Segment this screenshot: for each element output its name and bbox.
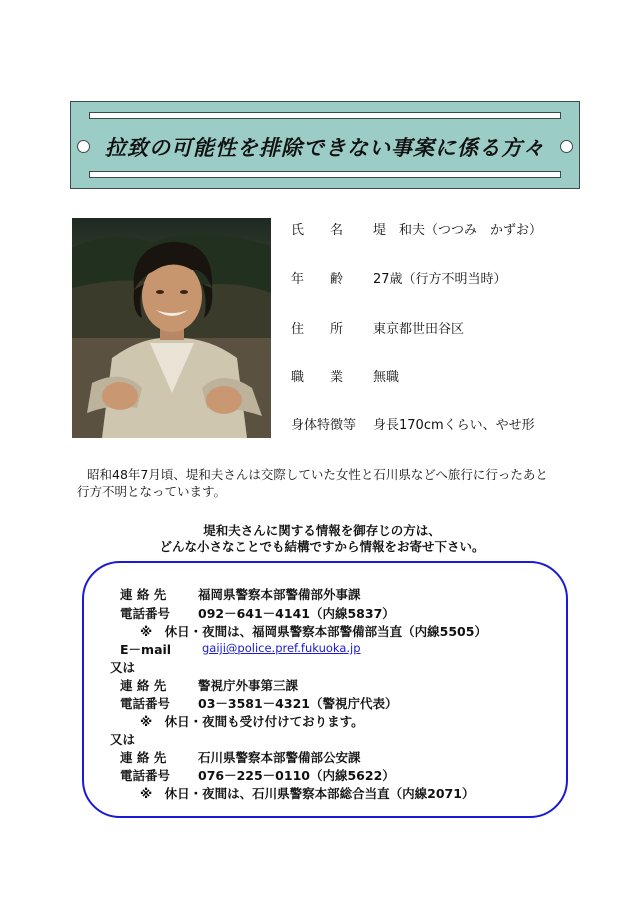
contact-value: 警視庁外事第三課 bbox=[198, 678, 299, 693]
contact-label: 連 絡 先 bbox=[120, 678, 167, 693]
contact1-email-row bbox=[120, 640, 361, 658]
contact1-row bbox=[120, 585, 361, 603]
info-value: 堤 和夫（つつみ かずお） bbox=[373, 223, 543, 238]
info-value: 無職 bbox=[373, 370, 400, 385]
info-value: 27歳（行方不明当時） bbox=[373, 272, 507, 287]
info-label: 職 業 bbox=[291, 370, 344, 385]
info-label: 身体特徴等 bbox=[291, 418, 357, 433]
banner-right-circle bbox=[560, 140, 573, 153]
description-line-1: 昭和48年7月頃、堤和夫さんは交際していた女性と石川県などへ旅行に行ったあと bbox=[87, 467, 548, 482]
contact-value: 石川県警察本部警備部公安課 bbox=[198, 750, 361, 765]
page-title: 拉致の可能性を排除できない事案に係る方々 bbox=[105, 136, 545, 160]
phone-value: 03－3581－4321（警視庁代表） bbox=[198, 696, 398, 711]
info-label: 住 所 bbox=[291, 322, 344, 337]
info-value: 身長170cmくらい、やせ形 bbox=[373, 418, 535, 433]
phone-label: 電話番号 bbox=[120, 768, 171, 783]
contact-label: 連 絡 先 bbox=[120, 750, 167, 765]
or-separator-2: 又は bbox=[110, 732, 136, 747]
person-photo bbox=[72, 218, 271, 438]
contact-label: 連 絡 先 bbox=[120, 587, 167, 602]
info-label: 年 齢 bbox=[291, 272, 344, 287]
contact1-note: ※ 休日・夜間は、福岡県警察本部警備部当直（内線5505） bbox=[140, 624, 487, 639]
description-paragraph bbox=[77, 466, 582, 500]
contact3-row bbox=[120, 748, 361, 766]
title-banner bbox=[70, 101, 580, 189]
contact2-phone-row bbox=[120, 694, 398, 712]
contact-value: 福岡県警察本部警備部外事課 bbox=[198, 587, 361, 602]
phone-value: 076－225－0110（内線5622） bbox=[198, 768, 395, 783]
contact1-phone-row bbox=[120, 604, 395, 622]
banner-bottom-bar bbox=[89, 171, 561, 178]
or-separator-1: 又は bbox=[110, 660, 136, 675]
phone-label: 電話番号 bbox=[120, 696, 171, 711]
contact2-note: ※ 休日・夜間も受け付けております。 bbox=[140, 714, 364, 729]
phone-label: 電話番号 bbox=[120, 606, 171, 621]
phone-value: 092－641－4141（内線5837） bbox=[198, 606, 395, 621]
email-label: E－mail bbox=[120, 642, 172, 657]
banner-top-bar bbox=[89, 112, 561, 119]
appeal-line-2: どんな小さなことでも結構ですから情報をお寄せ下さい。 bbox=[159, 539, 485, 554]
description-line-2: 行方不明となっています。 bbox=[77, 484, 227, 499]
email-link[interactable]: gaiji@police.pref.fukuoka.jp bbox=[202, 641, 361, 655]
info-label: 氏 名 bbox=[291, 223, 344, 238]
contact2-row bbox=[120, 676, 299, 694]
contact3-phone-row bbox=[120, 766, 395, 784]
appeal-line-1: 堤和夫さんに関する情報を御存じの方は、 bbox=[203, 523, 441, 538]
info-value: 東京都世田谷区 bbox=[373, 322, 465, 337]
contact3-note: ※ 休日・夜間は、石川県警察本部総合当直（内線2071） bbox=[140, 786, 475, 801]
